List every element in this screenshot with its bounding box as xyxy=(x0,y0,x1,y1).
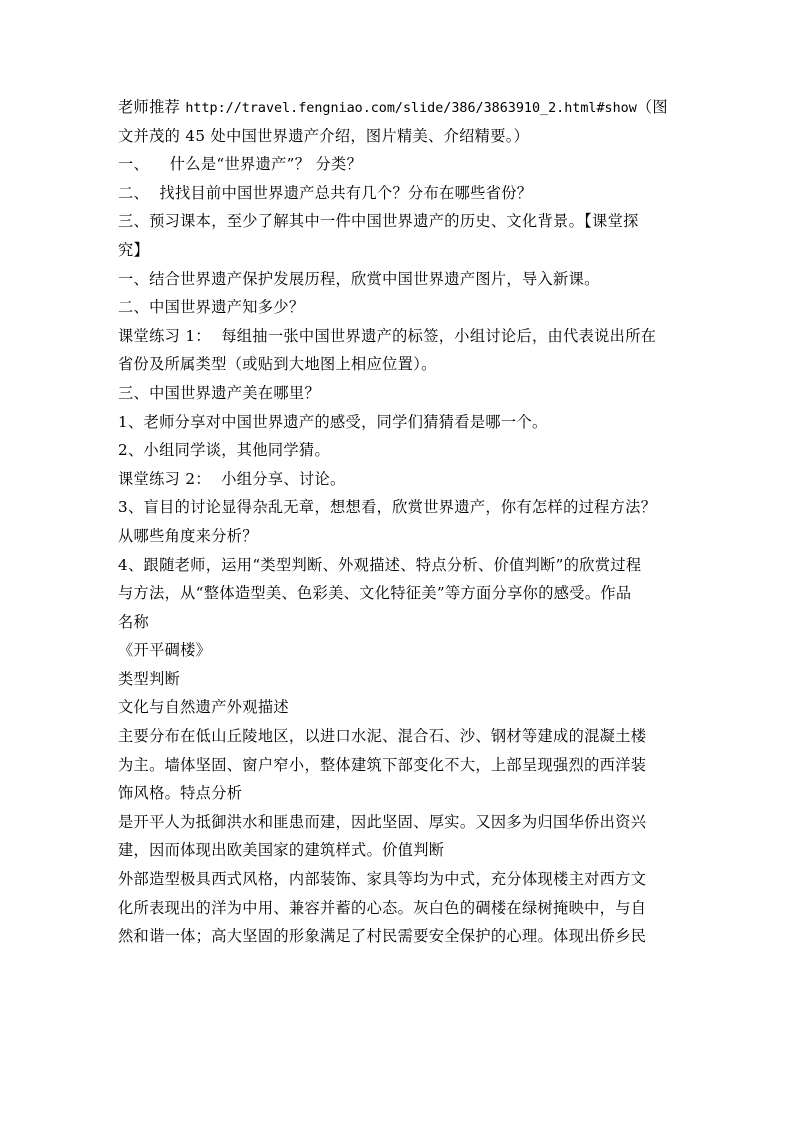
document-body xyxy=(118,93,680,951)
text-line-12: 1、老师分享对中国世界遗产的感受，同学们猜猜看是哪一个。 xyxy=(118,412,548,431)
text-line-22: 文化与自然遗产外观描述 xyxy=(118,698,289,717)
text-line-24: 为主。墙体坚固、窗户窄小，整体建筑下部变化不大，上部呈现强烈的西洋装 xyxy=(118,755,647,774)
text-line-20: 《开平碉楼》 xyxy=(118,641,212,660)
text-line-18: 与方法，从“整体造型美、色彩美、文化特征美”等方面分享你的感受。作品 xyxy=(118,584,632,603)
text-line-5: 三、预习课本，至少了解其中一件中国世界遗产的历史、文化背景。【课堂探 xyxy=(118,212,639,231)
recommend-suffix: （图 xyxy=(636,98,668,116)
text-line-19: 名称 xyxy=(118,612,150,631)
text-line-14: 课堂练习 2： 小组分享、讨论。 xyxy=(118,469,346,488)
text-line-29: 化所表现出的洋为中用、兼容并蓄的心态。灰白色的碉楼在绿树掩映中，与自 xyxy=(118,898,647,917)
text-line-23: 主要分布在低山丘陵地区，以进口水泥、混合石、沙、钢材等建成的混凝土楼 xyxy=(118,727,647,746)
text-line-9: 课堂练习 1： 每组抽一张中国世界遗产的标签，小组讨论后，由代表说出所在 xyxy=(118,326,657,345)
recommend-url: http://travel.fengniao.com/slide/386/3863910_2.html#show xyxy=(185,101,637,116)
text-line-16: 从哪些角度来分析？ xyxy=(118,526,258,545)
text-line-13: 2、小组同学谈，其他同学猜。 xyxy=(118,441,331,460)
text-line-1 xyxy=(118,93,680,122)
text-line-26: 是开平人为抵御洪水和匪患而建，因此坚固、厚实。又因多为归国华侨出资兴 xyxy=(118,812,647,831)
text-line-3: 一、 什么是“世界遗产”？ 分类？ xyxy=(118,155,363,174)
text-line-4: 二、 找找目前中国世界遗产总共有几个？分布在哪些省份？ xyxy=(118,183,533,202)
text-line-15: 3、盲目的讨论显得杂乱无章，想想看，欣赏世界遗产，你有怎样的过程方法？ xyxy=(118,498,657,517)
text-line-7: 一、结合世界遗产保护发展历程，欣赏中国世界遗产图片，导入新课。 xyxy=(118,269,600,288)
text-line-10: 省份及所属类型（或贴到大地图上相应位置）。 xyxy=(118,355,437,374)
text-line-11: 三、中国世界遗产美在哪里？ xyxy=(118,383,320,402)
text-line-30: 然和谐一体；高大坚固的形象满足了村民需要安全保护的心理。体现出侨乡民 xyxy=(118,927,647,946)
text-line-17: 4、跟随老师，运用“类型判断、外观描述、特点分析、价值判断”的欣赏过程 xyxy=(118,555,642,574)
text-line-27: 建，因而体现出欧美国家的建筑样式。价值判断 xyxy=(118,841,445,860)
text-line-2: 文并茂的 45 处中国世界遗产介绍，图片精美、介绍精要。） xyxy=(118,126,530,145)
text-line-8: 二、中国世界遗产知多少？ xyxy=(118,298,305,317)
text-line-6: 究】 xyxy=(118,240,150,259)
text-line-25: 饰风格。特点分析 xyxy=(118,784,243,803)
recommend-prefix: 老师推荐 xyxy=(118,98,186,116)
text-line-28: 外部造型极具西式风格，内部装饰、家具等均为中式，充分体现楼主对西方文 xyxy=(118,870,647,889)
text-line-21: 类型判断 xyxy=(118,669,181,688)
